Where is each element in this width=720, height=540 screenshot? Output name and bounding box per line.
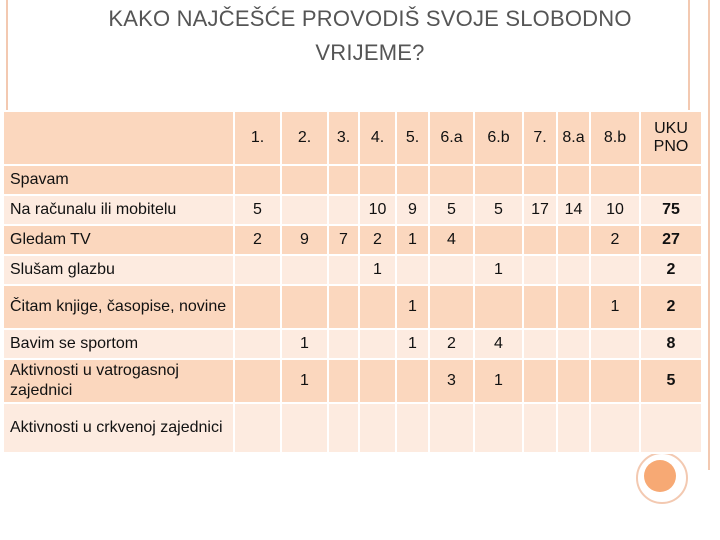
value-cell xyxy=(328,255,359,285)
value-cell xyxy=(523,225,557,255)
value-cell: 2 xyxy=(429,329,474,359)
value-cell xyxy=(396,359,429,403)
value-cell: 10 xyxy=(359,195,396,225)
header-corner xyxy=(3,111,234,165)
value-cell: 5 xyxy=(234,195,281,225)
value-cell xyxy=(429,285,474,329)
value-cell xyxy=(234,403,281,453)
value-cell: 1 xyxy=(396,225,429,255)
total-cell: 5 xyxy=(640,359,702,403)
value-cell xyxy=(557,285,590,329)
survey-table xyxy=(2,110,703,454)
frame-line-left xyxy=(6,0,8,110)
value-cell xyxy=(523,359,557,403)
value-cell: 1 xyxy=(281,329,328,359)
value-cell xyxy=(396,255,429,285)
value-cell xyxy=(328,329,359,359)
value-cell xyxy=(523,165,557,195)
value-cell xyxy=(474,285,523,329)
value-cell xyxy=(474,225,523,255)
value-cell xyxy=(328,359,359,403)
value-cell xyxy=(590,359,640,403)
value-cell xyxy=(359,403,396,453)
value-cell xyxy=(474,165,523,195)
value-cell xyxy=(429,165,474,195)
column-header: 6.a xyxy=(429,111,474,165)
value-cell xyxy=(523,403,557,453)
total-cell: 27 xyxy=(640,225,702,255)
value-cell: 1 xyxy=(281,359,328,403)
total-cell: 2 xyxy=(640,285,702,329)
value-cell: 5 xyxy=(429,195,474,225)
value-cell xyxy=(359,359,396,403)
value-cell: 2 xyxy=(234,225,281,255)
value-cell xyxy=(281,403,328,453)
row-label: Aktivnosti u crkvenoj zajednici xyxy=(3,403,234,453)
value-cell xyxy=(359,285,396,329)
column-header: 3. xyxy=(328,111,359,165)
row-label: Čitam knjige, časopise, novine xyxy=(3,285,234,329)
value-cell xyxy=(557,225,590,255)
value-cell: 4 xyxy=(474,329,523,359)
value-cell xyxy=(328,195,359,225)
value-cell: 1 xyxy=(474,255,523,285)
slide-title-line-1: KAKO NAJČEŠĆE PROVODIŠ SVOJE SLOBODNO xyxy=(108,6,632,31)
column-header: 1. xyxy=(234,111,281,165)
value-cell xyxy=(281,255,328,285)
column-header: UKU PNO xyxy=(640,111,702,165)
value-cell: 14 xyxy=(557,195,590,225)
row-label: Aktivnosti u vatrogasnoj zajednici xyxy=(3,359,234,403)
value-cell xyxy=(429,403,474,453)
value-cell xyxy=(557,329,590,359)
total-cell: 75 xyxy=(640,195,702,225)
table-row xyxy=(3,403,702,453)
value-cell xyxy=(234,359,281,403)
value-cell xyxy=(590,255,640,285)
value-cell xyxy=(523,329,557,359)
column-header: 8.b xyxy=(590,111,640,165)
value-cell: 1 xyxy=(590,285,640,329)
table-header-row xyxy=(3,111,702,165)
column-header: 5. xyxy=(396,111,429,165)
value-cell xyxy=(234,165,281,195)
value-cell xyxy=(281,195,328,225)
value-cell: 3 xyxy=(429,359,474,403)
value-cell: 1 xyxy=(396,285,429,329)
value-cell: 7 xyxy=(328,225,359,255)
value-cell xyxy=(429,255,474,285)
value-cell xyxy=(359,329,396,359)
value-cell xyxy=(590,329,640,359)
value-cell xyxy=(359,165,396,195)
row-label: Na računalu ili mobitelu xyxy=(3,195,234,225)
frame-line-right-outer xyxy=(708,0,710,470)
row-label: Slušam glazbu xyxy=(3,255,234,285)
table-row xyxy=(3,255,702,285)
value-cell xyxy=(557,403,590,453)
table-row xyxy=(3,195,702,225)
value-cell xyxy=(234,329,281,359)
decorative-circle-inner xyxy=(644,460,676,492)
total-cell xyxy=(640,165,702,195)
total-cell: 8 xyxy=(640,329,702,359)
slide-title xyxy=(70,2,670,70)
row-label: Gledam TV xyxy=(3,225,234,255)
value-cell xyxy=(474,403,523,453)
value-cell xyxy=(523,255,557,285)
value-cell: 1 xyxy=(474,359,523,403)
table-row xyxy=(3,285,702,329)
total-cell xyxy=(640,403,702,453)
value-cell xyxy=(590,403,640,453)
value-cell xyxy=(557,359,590,403)
column-header: 4. xyxy=(359,111,396,165)
table-row xyxy=(3,225,702,255)
value-cell: 10 xyxy=(590,195,640,225)
value-cell: 9 xyxy=(396,195,429,225)
column-header: 2. xyxy=(281,111,328,165)
value-cell xyxy=(328,403,359,453)
slide-title-line-2: VRIJEME? xyxy=(315,40,425,65)
table-row xyxy=(3,329,702,359)
value-cell xyxy=(396,165,429,195)
value-cell: 4 xyxy=(429,225,474,255)
value-cell xyxy=(396,403,429,453)
value-cell xyxy=(557,165,590,195)
value-cell: 2 xyxy=(359,225,396,255)
total-cell: 2 xyxy=(640,255,702,285)
value-cell xyxy=(328,285,359,329)
value-cell xyxy=(523,285,557,329)
value-cell xyxy=(590,165,640,195)
value-cell: 1 xyxy=(359,255,396,285)
value-cell xyxy=(234,255,281,285)
column-header: 6.b xyxy=(474,111,523,165)
value-cell: 1 xyxy=(396,329,429,359)
value-cell xyxy=(281,285,328,329)
value-cell xyxy=(557,255,590,285)
column-header: 7. xyxy=(523,111,557,165)
value-cell xyxy=(281,165,328,195)
row-label: Spavam xyxy=(3,165,234,195)
value-cell: 9 xyxy=(281,225,328,255)
row-label: Bavim se sportom xyxy=(3,329,234,359)
value-cell: 5 xyxy=(474,195,523,225)
value-cell: 2 xyxy=(590,225,640,255)
table-body xyxy=(3,165,702,453)
value-cell xyxy=(234,285,281,329)
value-cell: 17 xyxy=(523,195,557,225)
table-row xyxy=(3,359,702,403)
table-row xyxy=(3,165,702,195)
column-header: 8.a xyxy=(557,111,590,165)
value-cell xyxy=(328,165,359,195)
